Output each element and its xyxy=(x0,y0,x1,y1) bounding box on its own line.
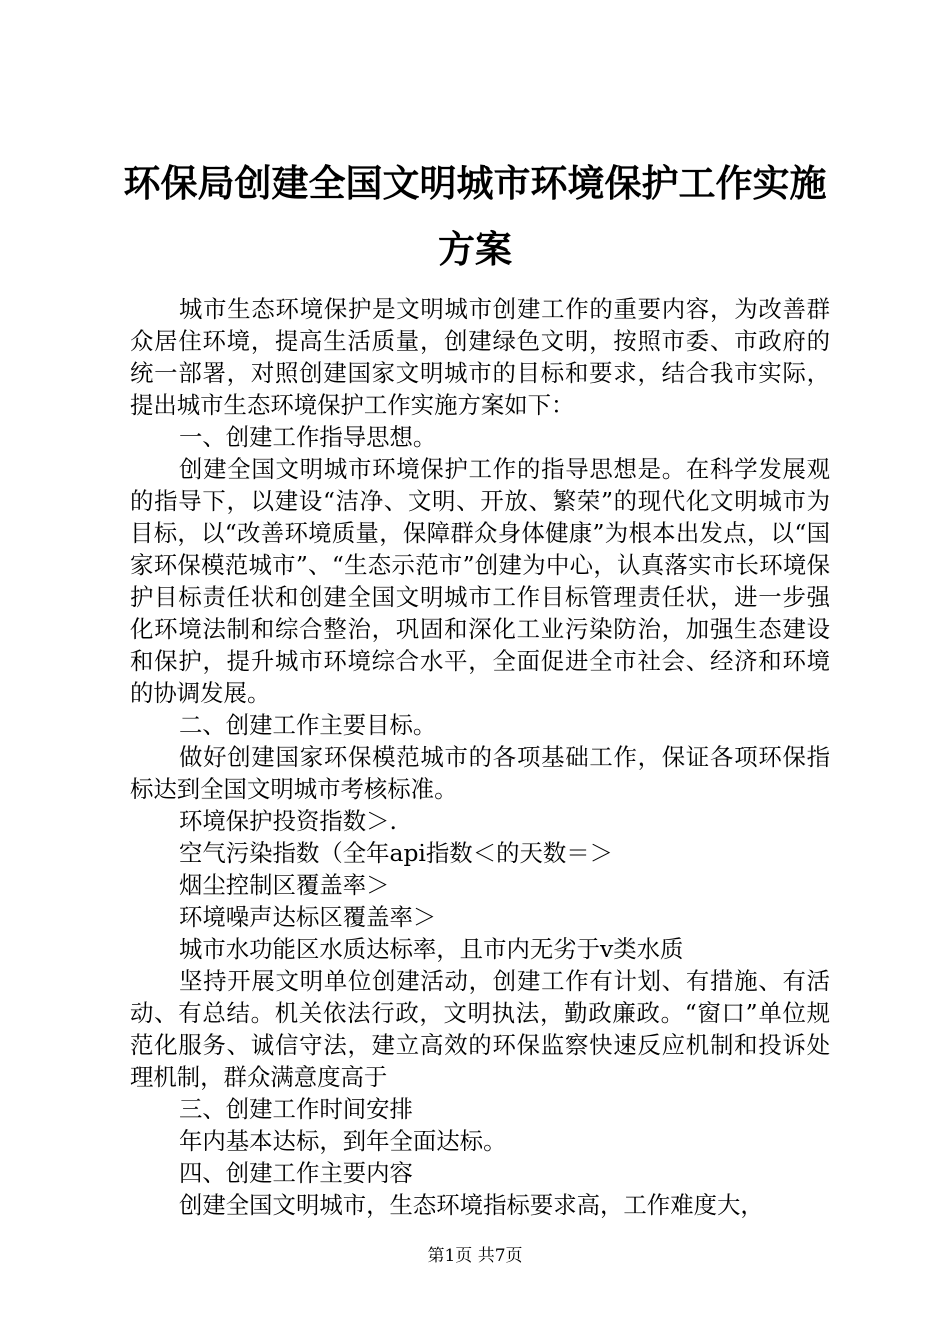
indicator-investment: 环境保护投资指数＞. xyxy=(179,807,397,835)
indicator-water-quality: 城市水功能区水质达标率，且市内无劣于v类水质 xyxy=(179,935,684,963)
document-body xyxy=(130,293,830,1221)
section-heading-2: 二、创建工作主要目标。 xyxy=(179,711,437,739)
paragraph-civilized-units: 坚持开展文明单位创建活动，创建工作有计划、有措施、有活动、有总结。机关依法行政，文明执法，勤政廉政。“窗口”单位规范化服务、诚信守法，建立高效的环保监察快速反应机制和投诉处理机制，群众满意度高于 xyxy=(130,967,830,1091)
indicator-noise: 环境噪声达标区覆盖率＞ xyxy=(179,903,437,931)
section-heading-1: 一、创建工作指导思想。 xyxy=(179,423,437,451)
document-title: 环保局创建全国文明城市环境保护工作实施方案 xyxy=(123,161,827,271)
paragraph-schedule: 年内基本达标，到年全面达标。 xyxy=(179,1127,507,1155)
paragraph-main-goals: 做好创建国家环保模范城市的各项基础工作，保证各项环保指标达到全国文明城市考核标准。 xyxy=(130,743,830,803)
section-heading-4: 四、创建工作主要内容 xyxy=(179,1159,413,1187)
paragraph-main-content: 创建全国文明城市，生态环境指标要求高，工作难度大， xyxy=(179,1191,764,1219)
paragraph-guiding-ideology: 创建全国文明城市环境保护工作的指导思想是。在科学发展观的指导下，以建设“洁净、文明、开放、繁荣”的现代化文明城市为目标，以“改善环境质量，保障群众身体健康”为根本出发点，以“国家环保模范城市”、“生态示范市”创建为中心，认真落实市长环境保护目标责任状和创建全国文明城市工作目标管理责任状，进一步强化环境法制和综合整治，巩固和深化工业污染防治，加强生态建设和保护，提升城市环境综合水平，全面促进全市社会、经济和环境的协调发展。 xyxy=(130,455,830,707)
paragraph-intro: 城市生态环境保护是文明城市创建工作的重要内容，为改善群众居住环境，提高生活质量，创建绿色文明，按照市委、市政府的统一部署，对照创建国家文明城市的目标和要求，结合我市实际，提出城市生态环境保护工作实施方案如下： xyxy=(130,295,830,419)
section-heading-3: 三、创建工作时间安排 xyxy=(179,1095,413,1123)
indicator-smoke-control: 烟尘控制区覆盖率＞ xyxy=(179,871,390,899)
page-footer: 第1页 共7页 xyxy=(427,1246,523,1266)
indicator-air-pollution: 空气污染指数（全年api指数＜的天数＝＞ xyxy=(179,839,614,867)
